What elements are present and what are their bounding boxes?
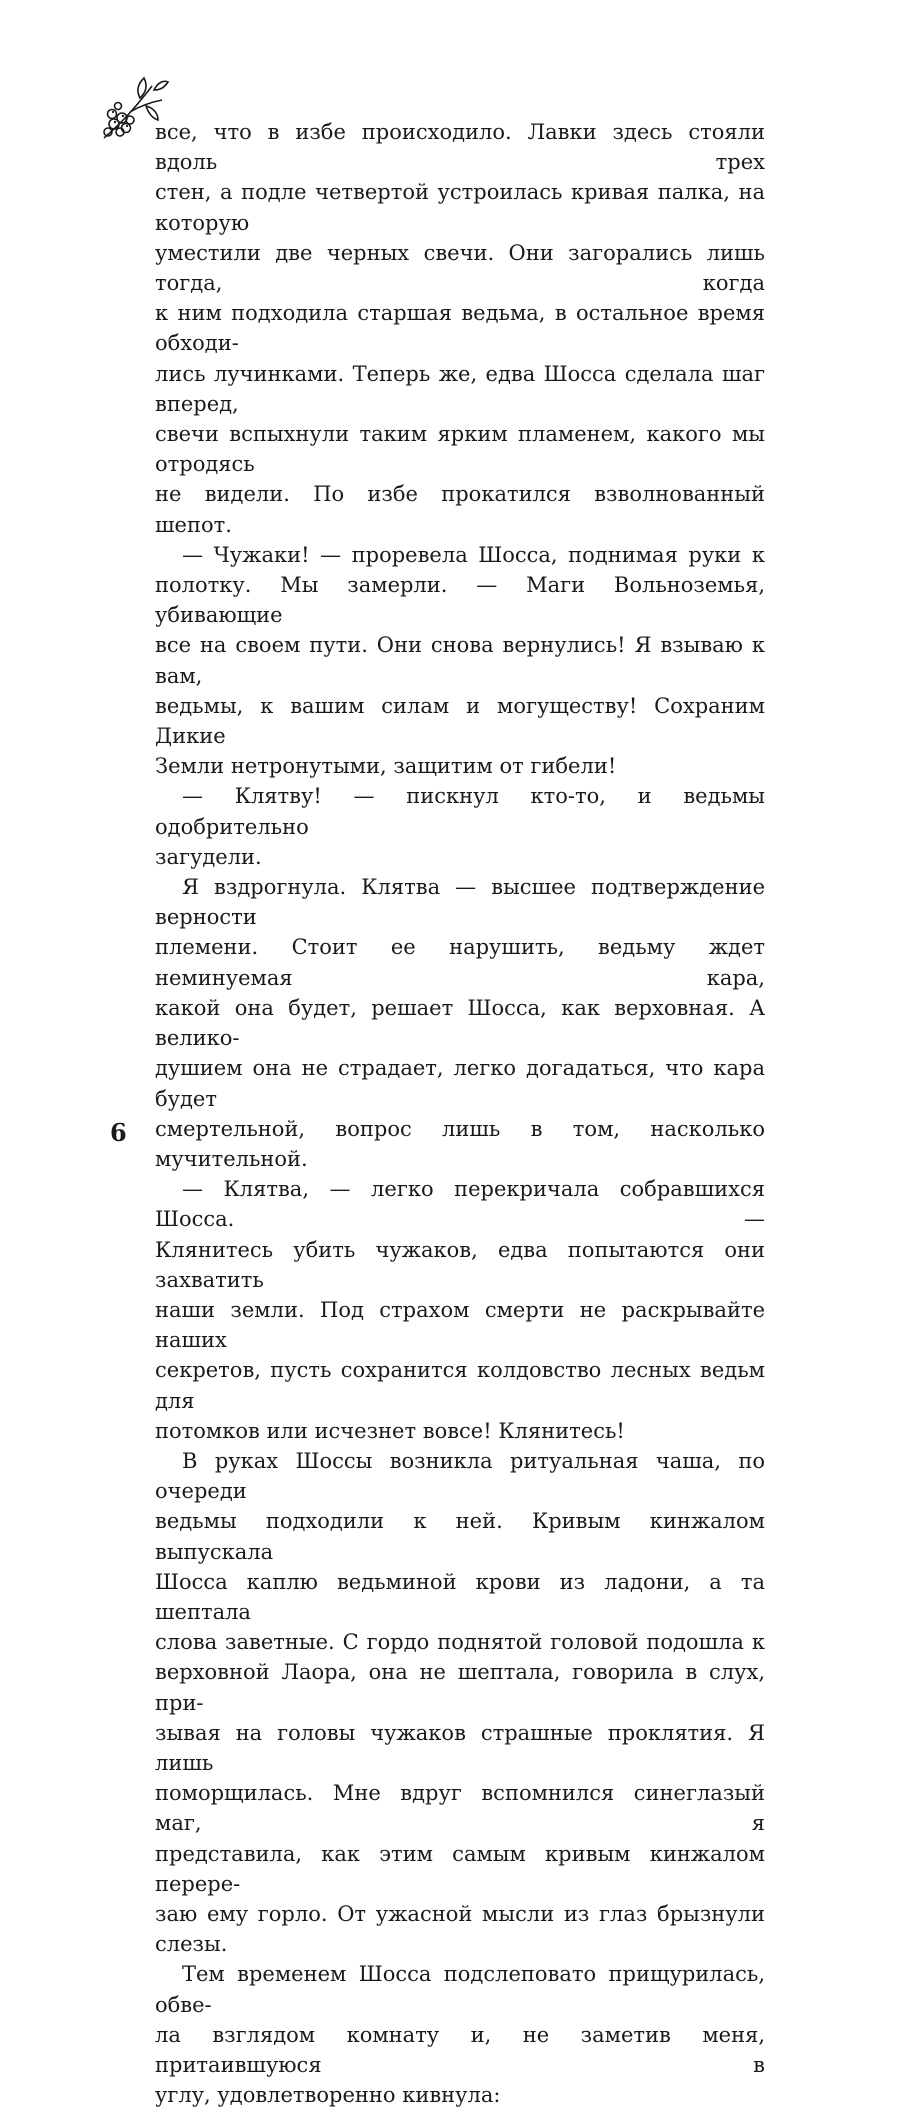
- text-line: — Чужаки! — проревела Шосса, поднимая руки к: [182, 542, 765, 567]
- text-line: наши земли. Под страхом смерти не раскрывайте наших: [155, 1297, 765, 1353]
- text-line: — Клятву! — пискнул кто-то, и ведьмы одобрительно: [155, 784, 765, 839]
- text-line: племени. Стоит ее нарушить, ведьму ждет неминуемая кара,: [155, 935, 765, 990]
- text-line: Земли нетронутыми, защитим от гибели!: [155, 754, 617, 779]
- text-line: полотку. Мы замерли. — Маги Вольноземья, убивающие: [155, 573, 765, 628]
- text-line: ведьмы, к вашим силам и могуществу! Сохраним Дикие: [155, 693, 765, 749]
- text-line: стен, а подле четвертой устроилась кривая палка, на которую: [155, 180, 765, 235]
- text-line: не видели. По избе прокатился взволнованный шепот.: [155, 482, 765, 537]
- text-line: свечи вспыхнули таким ярким пламенем, какого мы отродясь: [155, 422, 765, 477]
- text-line: Шосса каплю ведьминой крови из ладони, а та шептала: [155, 1569, 765, 1624]
- page-number: 6: [110, 1118, 127, 1147]
- text-line: какой она будет, решает Шосса, как верховная. А велико-: [155, 995, 765, 1051]
- text-line: углу, удовлетворенно кивнула:: [155, 2083, 501, 2108]
- text-line: Тем временем Шосса подслеповато прищурилась, обве-: [155, 1962, 765, 2017]
- text-line: секретов, пусть сохранится колдовство лесных ведьм для: [155, 1358, 765, 1413]
- body-text: [155, 117, 765, 2110]
- text-line: — Клятва, — легко перекричала собравшихся Шосса. —: [155, 1177, 765, 1232]
- text-line: уместили две черных свечи. Они загорались лишь тогда, когда: [155, 240, 765, 296]
- text-line: заю ему горло. От ужасной мысли из глаз брызнули слезы.: [155, 1901, 765, 1957]
- text-line: В руках Шоссы возникла ритуальная чаша, по очереди: [155, 1448, 765, 1504]
- text-line: душием она не страдает, легко догадаться, что кара будет: [155, 1056, 765, 1111]
- text-line: Я вздрогнула. Клятва — высшее подтверждение верности: [155, 875, 765, 930]
- text-line: потомков или исчезнет вовсе! Клянитесь!: [155, 1418, 625, 1443]
- text-line: слова заветные. С гордо поднятой головой подошла к: [155, 1630, 765, 1655]
- text-line: зывая на головы чужаков страшные проклятия. Я лишь: [155, 1720, 765, 1775]
- text-line: все, что в избе происходило. Лавки здесь стояли вдоль трех: [155, 120, 765, 175]
- text-line: поморщилась. Мне вдруг вспомнился синеглазый маг, я: [155, 1781, 765, 1836]
- text-line: лись лучинками. Теперь же, едва Шосса сделала шаг вперед,: [155, 361, 765, 416]
- text-line: все на своем пути. Они снова вернулись! Я взываю к вам,: [155, 633, 765, 688]
- text-line: Клянитесь убить чужаков, едва попытаются они захватить: [155, 1237, 765, 1292]
- text-line: загудели.: [155, 844, 262, 869]
- text-line: верховной Лаора, она не шептала, говорила в слух, при-: [155, 1660, 765, 1715]
- text-line: представила, как этим самым кривым кинжалом перере-: [155, 1841, 765, 1896]
- text-line: ла взглядом комнату и, не заметив меня, притаившуюся в: [155, 2022, 765, 2077]
- text-line: к ним подходила старшая ведьма, в остальное время обходи-: [155, 301, 765, 356]
- text-line: смертельной, вопрос лишь в том, насколько мучительной.: [155, 1116, 765, 1171]
- text-line: ведьмы подходили к ней. Кривым кинжалом выпускала: [155, 1509, 765, 1564]
